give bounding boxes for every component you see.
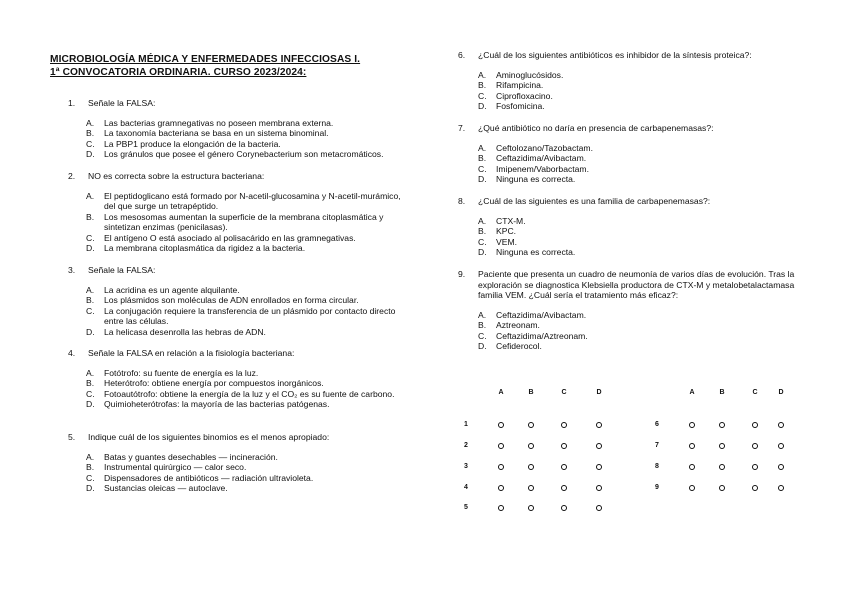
- option-d: [50, 399, 410, 410]
- option-letter: D.: [86, 483, 95, 493]
- answer-bubble[interactable]: [528, 464, 534, 470]
- question-text: NO es correcta sobre la estructura bacteriana:: [88, 171, 265, 181]
- option-letter: D.: [86, 243, 95, 253]
- answer-bubble[interactable]: [528, 485, 534, 491]
- option-letter: B.: [478, 320, 487, 330]
- option-d: [458, 174, 798, 185]
- option-letter: D.: [86, 326, 95, 337]
- question-text: ¿Qué antibiótico no daría en presencia de carbapenemasas?:: [478, 123, 714, 133]
- option-text: Quimioheterótrofas: la mayoría de las bacterias patógenas.: [104, 399, 330, 409]
- option-d: [458, 247, 798, 258]
- question-3: [50, 265, 410, 337]
- option-letter: B.: [86, 128, 95, 138]
- option-d: [50, 149, 410, 160]
- option-c: [50, 139, 410, 150]
- question-header: [50, 98, 410, 109]
- question-7: [458, 123, 798, 185]
- answer-bubble[interactable]: [778, 464, 784, 470]
- answer-bubble[interactable]: [752, 464, 758, 470]
- option-d: [458, 101, 798, 112]
- answer-bubble[interactable]: [561, 505, 567, 511]
- answer-bubble[interactable]: [719, 443, 725, 449]
- option-text: Ceftazidima/Aztreonam.: [496, 330, 588, 341]
- option-letter: A.: [86, 367, 95, 378]
- option-text: Ciprofloxacino.: [496, 90, 553, 101]
- grid-row-number: 7: [655, 442, 659, 449]
- question-header: [50, 432, 410, 443]
- option-letter: D.: [478, 174, 487, 184]
- answer-bubble[interactable]: [752, 443, 758, 449]
- options-list: [50, 368, 410, 410]
- option-c: [50, 306, 410, 327]
- answer-bubble[interactable]: [752, 485, 758, 491]
- option-text: Fotótrofo: su fuente de energía es la luz.: [104, 367, 259, 378]
- grid-row-number: 6: [655, 421, 659, 428]
- grid-row-number: 2: [464, 442, 468, 449]
- option-text: Cefiderocol.: [496, 341, 542, 351]
- option-text: Imipenem/Vaborbactam.: [496, 163, 589, 174]
- question-text: Paciente que presenta un cuadro de neumonía de varios días de evolución. Tras la exploración se diagnostica Klebsiella productora de CTX-M y metalobetalactamasa familia VEM. ¿Cuál sería el tratamiento más eficaz?:: [478, 269, 795, 300]
- question-number: 2.: [68, 171, 76, 181]
- option-text: Dispensadores de antibióticos — radiación ultravioleta.: [104, 472, 314, 483]
- title-line-1: MICROBIOLOGÍA MÉDICA Y ENFERMEDADES INFECCIOSAS I.: [50, 54, 361, 65]
- option-text: Aztreonam.: [496, 320, 540, 330]
- option-letter: C.: [478, 236, 487, 247]
- option-text: El peptidoglicano está formado por N-acetil-glucosamina y N-acetil-murámico, del que surge un tetrapéptido.: [104, 190, 401, 211]
- answer-bubble[interactable]: [596, 443, 602, 449]
- option-b: [458, 226, 798, 237]
- grid-column-label: D: [596, 389, 602, 396]
- option-letter: A.: [86, 190, 95, 201]
- option-text: Batas y guantes desechables — incineración.: [104, 451, 278, 462]
- question-number: 9.: [458, 269, 466, 279]
- answer-bubble[interactable]: [596, 485, 602, 491]
- option-text: Sustancias oleicas — autoclave.: [104, 483, 228, 493]
- answer-bubble[interactable]: [561, 422, 567, 428]
- option-text: Ceftazidima/Avibactam.: [496, 309, 587, 320]
- option-c: [50, 233, 410, 244]
- question-header: [458, 269, 798, 301]
- question-8: [458, 196, 798, 258]
- answer-bubble[interactable]: [719, 485, 725, 491]
- option-letter: A.: [478, 69, 487, 80]
- options-list: [50, 191, 410, 254]
- option-text: VEM.: [496, 236, 518, 247]
- option-text: El antígeno O está asociado al polisacárido en las gramnegativas.: [104, 232, 356, 243]
- grid-row-number: 4: [464, 484, 468, 491]
- question-header: [50, 265, 410, 276]
- option-letter: C.: [86, 138, 95, 149]
- option-c: [50, 389, 410, 400]
- grid-column-label: A: [498, 389, 504, 396]
- answer-bubble[interactable]: [689, 422, 695, 428]
- option-text: Fosfomicina.: [496, 101, 545, 111]
- answer-bubble[interactable]: [778, 443, 784, 449]
- options-list: [50, 285, 410, 338]
- question-number: 5.: [68, 432, 76, 442]
- option-c: [458, 91, 798, 102]
- option-c: [458, 331, 798, 342]
- question-text: ¿Cuál de las siguientes es una familia de carbapenemasas?:: [478, 196, 711, 206]
- question-6: [458, 50, 798, 112]
- answer-bubble[interactable]: [498, 505, 504, 511]
- answer-bubble[interactable]: [498, 443, 504, 449]
- answer-bubble[interactable]: [778, 485, 784, 491]
- title-line-2: 1ª CONVOCATORIA ORDINARIA. CURSO 2023/2024:: [50, 67, 307, 78]
- grid-row-number: 1: [464, 421, 468, 428]
- question-text: Señale la FALSA:: [88, 98, 156, 108]
- option-text: La acridina es un agente alquilante.: [104, 284, 240, 295]
- option-letter: B.: [478, 153, 487, 163]
- option-letter: D.: [86, 149, 95, 159]
- option-letter: B.: [86, 295, 95, 305]
- option-letter: D.: [478, 341, 487, 351]
- grid-column-label: C: [752, 389, 758, 396]
- grid-column-label: B: [719, 389, 725, 396]
- option-text: CTX-M.: [496, 215, 526, 226]
- option-b: [50, 462, 410, 473]
- option-letter: C.: [86, 305, 95, 316]
- answer-bubble[interactable]: [596, 505, 602, 511]
- option-a: [458, 310, 798, 321]
- question-number: 3.: [68, 265, 76, 275]
- option-text: Rifampicina.: [496, 80, 544, 90]
- option-text: La PBP1 produce la elongación de la bacteria.: [104, 138, 281, 149]
- question-text: ¿Cuál de los siguientes antibióticos es inhibidor de la síntesis proteica?:: [478, 50, 752, 60]
- option-text: Heterótrofo: obtiene energía por compuestos inorgánicos.: [104, 378, 324, 388]
- question-number: 1.: [68, 98, 76, 108]
- option-letter: A.: [478, 215, 487, 226]
- options-list: [50, 452, 410, 494]
- grid-column-label: C: [561, 389, 567, 396]
- option-text: Instrumental quirúrgico — calor seco.: [104, 462, 247, 472]
- option-text: Ceftazidima/Avibactam.: [496, 153, 587, 163]
- answer-bubble[interactable]: [752, 422, 758, 428]
- option-text: Las bacterias gramnegativas no poseen membrana externa.: [104, 117, 334, 128]
- question-number: 8.: [458, 196, 466, 206]
- option-d: [458, 341, 798, 352]
- option-letter: C.: [478, 163, 487, 174]
- option-text: Aminoglucósidos.: [496, 69, 564, 80]
- question-4: [50, 348, 410, 410]
- option-a: [50, 368, 410, 379]
- exam-title: [50, 53, 360, 79]
- grid-column-label: B: [528, 389, 534, 396]
- question-text: Indique cuál de los siguientes binomios es el menos apropiado:: [88, 432, 330, 442]
- option-a: [50, 191, 410, 212]
- option-b: [50, 378, 410, 389]
- answer-bubble[interactable]: [561, 443, 567, 449]
- grid-column-label: D: [778, 389, 784, 396]
- question-number: 4.: [68, 348, 76, 358]
- question-header: [458, 196, 798, 207]
- option-d: [50, 483, 410, 494]
- option-letter: A.: [86, 284, 95, 295]
- answer-bubble[interactable]: [498, 464, 504, 470]
- question-2: [50, 171, 410, 254]
- options-list: [50, 118, 410, 160]
- option-c: [458, 164, 798, 175]
- option-text: La membrana citoplasmática da rigidez a la bacteria.: [104, 243, 306, 253]
- answer-bubble[interactable]: [561, 485, 567, 491]
- option-a: [458, 70, 798, 81]
- option-letter: D.: [478, 101, 487, 111]
- option-letter: B.: [86, 211, 95, 222]
- question-number: 6.: [458, 50, 466, 60]
- question-header: [50, 348, 410, 359]
- question-9: [458, 269, 798, 352]
- option-text: KPC.: [496, 226, 517, 236]
- options-list: [458, 216, 798, 258]
- option-b: [458, 153, 798, 164]
- option-letter: B.: [86, 462, 95, 472]
- grid-row-number: 9: [655, 484, 659, 491]
- answer-bubble[interactable]: [528, 422, 534, 428]
- option-text: La taxonomía bacteriana se basa en un sistema binominal.: [104, 128, 329, 138]
- answer-bubble[interactable]: [528, 505, 534, 511]
- answer-bubble[interactable]: [719, 464, 725, 470]
- option-text: La helicasa desenrolla las hebras de ADN.: [104, 326, 266, 337]
- option-letter: B.: [478, 80, 487, 90]
- answer-bubble[interactable]: [561, 464, 567, 470]
- option-letter: C.: [86, 472, 95, 483]
- option-text: Los mesosomas aumentan la superficie de la membrana citoplasmática y sintetizan enzimas (penicilasas).: [104, 211, 384, 232]
- option-letter: D.: [86, 399, 95, 409]
- grid-row-number: 5: [464, 504, 468, 511]
- option-text: Los plásmidos son moléculas de ADN enrollados en forma circular.: [104, 295, 359, 305]
- question-header: [458, 50, 798, 61]
- option-a: [458, 143, 798, 154]
- option-letter: C.: [86, 232, 95, 243]
- option-a: [50, 452, 410, 463]
- options-list: [458, 310, 798, 352]
- question-header: [458, 123, 798, 134]
- grid-column-label: A: [689, 389, 695, 396]
- option-letter: B.: [86, 378, 95, 388]
- answer-bubble[interactable]: [596, 422, 602, 428]
- grid-row-number: 3: [464, 463, 468, 470]
- option-text: Ninguna es correcta.: [496, 174, 576, 184]
- answer-bubble[interactable]: [528, 443, 534, 449]
- question-text: Señale la FALSA en relación a la fisiología bacteriana:: [88, 348, 295, 358]
- answer-bubble[interactable]: [689, 443, 695, 449]
- option-letter: A.: [478, 309, 487, 320]
- option-b: [458, 80, 798, 91]
- answer-bubble[interactable]: [596, 464, 602, 470]
- option-text: Ceftolozano/Tazobactam.: [496, 142, 593, 153]
- question-text: Señale la FALSA:: [88, 265, 156, 275]
- question-number: 7.: [458, 123, 466, 133]
- option-a: [458, 216, 798, 227]
- answer-bubble[interactable]: [498, 485, 504, 491]
- answer-bubble[interactable]: [719, 422, 725, 428]
- question-5: [50, 432, 410, 494]
- question-1: [50, 98, 410, 160]
- option-a: [50, 118, 410, 129]
- options-list: [458, 70, 798, 112]
- option-letter: A.: [86, 117, 95, 128]
- option-letter: C.: [478, 330, 487, 341]
- question-header: [50, 171, 410, 182]
- option-letter: B.: [478, 226, 487, 236]
- answer-bubble[interactable]: [778, 422, 784, 428]
- option-b: [458, 320, 798, 331]
- option-text: Los gránulos que posee el género Corynebacterium son metacromáticos.: [104, 149, 384, 159]
- option-letter: C.: [478, 90, 487, 101]
- option-letter: C.: [86, 388, 95, 399]
- option-d: [50, 327, 410, 338]
- option-letter: D.: [478, 247, 487, 257]
- answer-bubble[interactable]: [498, 422, 504, 428]
- option-a: [50, 285, 410, 296]
- option-b: [50, 128, 410, 139]
- answer-bubble[interactable]: [689, 485, 695, 491]
- option-text: Ninguna es correcta.: [496, 247, 576, 257]
- option-c: [50, 473, 410, 484]
- option-d: [50, 243, 410, 254]
- grid-row-number: 8: [655, 463, 659, 470]
- options-list: [458, 143, 798, 185]
- option-text: Fotoautótrofo: obtiene la energía de la luz y el CO₂ es su fuente de carbono.: [104, 388, 395, 399]
- option-letter: A.: [478, 142, 487, 153]
- option-text: La conjugación requiere la transferencia de un plásmido por contacto directo entre las células.: [104, 305, 396, 326]
- option-letter: A.: [86, 451, 95, 462]
- option-c: [458, 237, 798, 248]
- option-b: [50, 295, 410, 306]
- answer-bubble[interactable]: [689, 464, 695, 470]
- option-b: [50, 212, 410, 233]
